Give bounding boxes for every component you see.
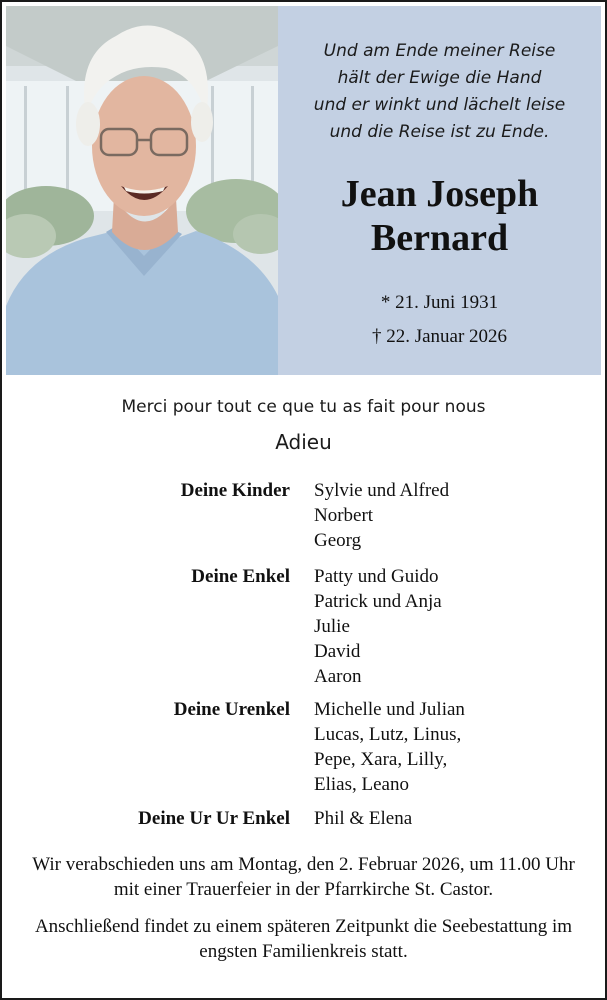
burial-announcement: Anschließend findet zu einem späteren Zeitpunkt die Seebestattung im engsten Familienkreis statt. [34,916,573,962]
name-line-2: Bernard [370,217,509,259]
poem [278,38,601,146]
poem-line-4: und die Reise ist zu Ende. [329,122,550,142]
member-name: Elias, Leano [314,774,409,795]
member-name: David [314,641,361,662]
memorial-panel [278,6,601,375]
thanks-line: Merci pour tout ce que tu as fait pour nous [121,397,486,417]
farewell-line: Adieu [275,430,332,454]
members-list [314,478,449,553]
member-name: Patrick und Anja [314,591,442,612]
death-date: † 22. Januar 2026 [371,326,508,347]
relation-label: Deine Ur Ur Enkel [138,808,290,829]
relation-label: Deine Kinder [180,480,290,501]
member-name: Pepe, Xara, Lilly, [314,749,448,770]
member-name: Patty und Guido [314,566,439,587]
member-name: Phil & Elena [314,808,413,829]
member-name: Norbert [314,505,374,526]
portrait-photo [6,6,278,375]
header-section [2,2,605,375]
member-name: Aaron [314,666,362,687]
portrait-illustration [6,6,278,375]
poem-line-3: und er winkt und lächelt leise [313,95,566,115]
member-name: Julie [314,616,350,637]
member-name: Lucas, Lutz, Linus, [314,724,462,745]
relation-label: Deine Enkel [191,566,290,587]
birth-date: * 21. Juni 1931 [380,292,499,313]
service-announcement: Wir verabschieden uns am Montag, den 2. Februar 2026, um 11.00 Uhr mit einer Trauerfeier in der Pfarrkirche St. Castor. [32,854,575,900]
member-name: Michelle und Julian [314,699,465,720]
relation-label: Deine Urenkel [173,699,290,720]
life-dates [278,286,601,354]
poem-line-1: Und am Ende meiner Reise [323,41,556,61]
member-name: Sylvie und Alfred [314,480,450,501]
members-list [314,564,442,689]
member-name: Georg [314,530,362,551]
members-list [314,806,412,831]
poem-line-2: hält der Ewige die Hand [337,68,542,88]
name-line-1: Jean Joseph [340,173,539,215]
deceased-name [278,172,601,260]
members-list [314,697,465,797]
